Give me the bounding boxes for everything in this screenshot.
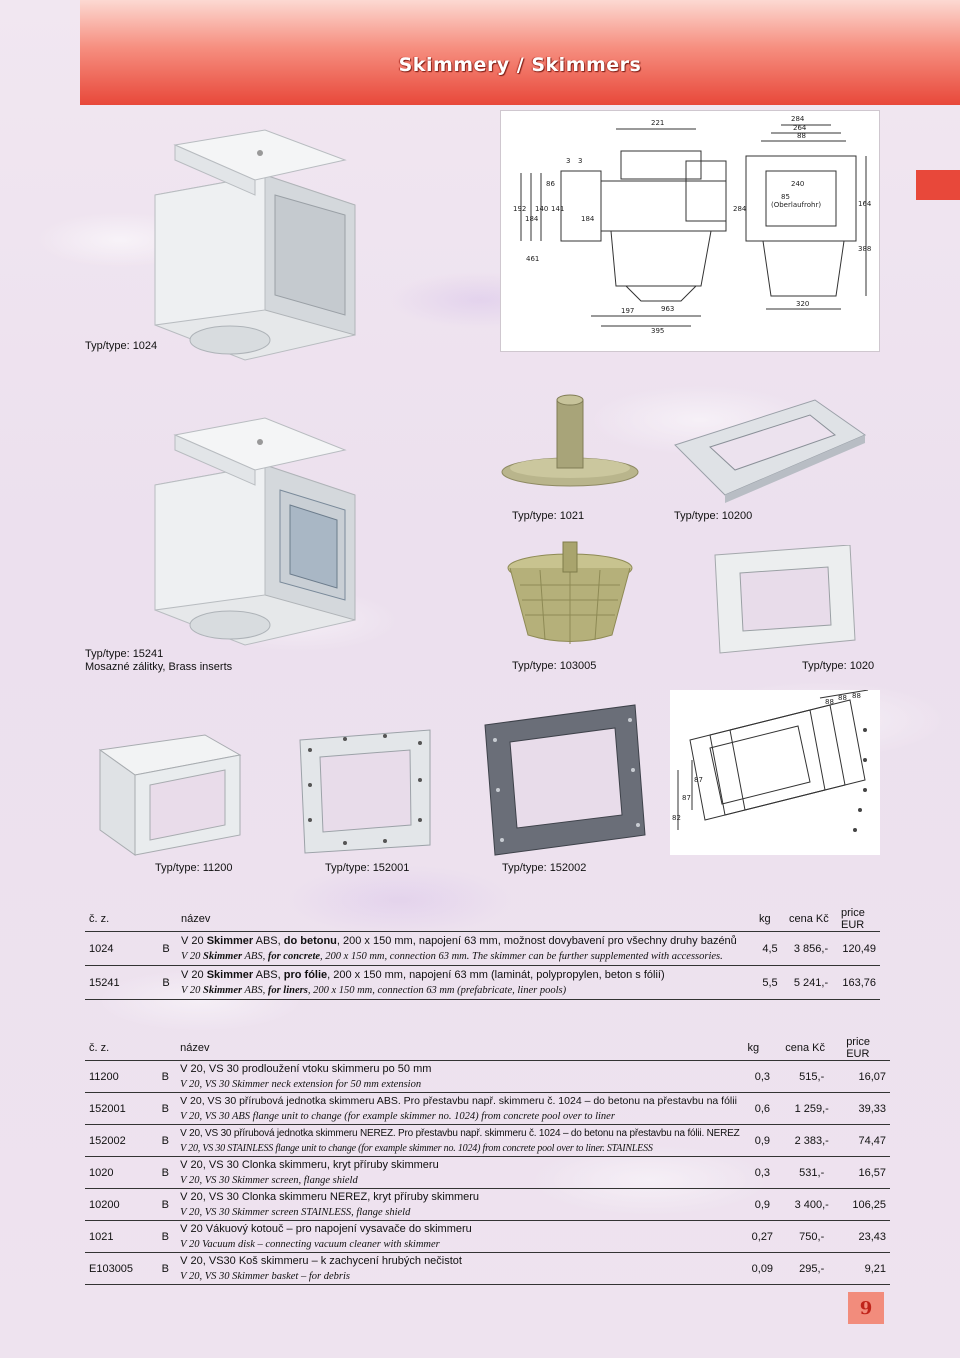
product-price-czk: 531,- xyxy=(799,1166,825,1179)
drawing-label: (Oberlaufrohr) xyxy=(771,201,822,209)
table-row xyxy=(85,932,880,966)
product-kg: 0,9 xyxy=(754,1198,770,1211)
table-row xyxy=(85,1093,890,1125)
drawing2-label: 82 xyxy=(672,814,681,822)
flange-152001-photo xyxy=(295,725,435,855)
page-number: 9 xyxy=(848,1292,884,1324)
drawing-label: 85 xyxy=(781,193,790,201)
table-row xyxy=(85,1061,890,1093)
product-kg: 4,5 xyxy=(762,942,778,955)
drawing-label: 184 xyxy=(581,215,595,223)
product-description: V 20, VS 30 Clonka skimmeru NEREZ, kryt příruby skimmeru V 20, VS 30 Skimmer screen STAINLESS, flange shield xyxy=(180,1190,480,1218)
table-row xyxy=(85,1157,890,1189)
drawing-label: 284 xyxy=(791,115,805,123)
price-table-accessories xyxy=(85,1036,890,1285)
drawing-label: 140 xyxy=(535,205,549,213)
drawing-label: 164 xyxy=(858,200,872,208)
header-name: název xyxy=(176,1036,743,1061)
product-type: B xyxy=(161,1230,169,1243)
caption-11200: Typ/type: 11200 xyxy=(155,862,233,874)
drawing-label: 963 xyxy=(661,305,675,313)
drawing-label: 240 xyxy=(791,180,805,188)
caption-15241-inserts: Mosazné zálitky, Brass inserts xyxy=(85,661,233,673)
product-kg: 0,09 xyxy=(751,1262,774,1275)
product-price-czk: 5 241,- xyxy=(793,976,829,989)
product-price-czk: 2 383,- xyxy=(794,1134,829,1147)
product-description: V 20, VS 30 prodloužení vtoku skimmeru po 50 mm V 20, VS 30 Skimmer neck extension for 50 mm extension xyxy=(180,1062,432,1090)
product-kg: 0,9 xyxy=(754,1134,770,1147)
product-type: B xyxy=(162,976,170,989)
caption-152001: Typ/type: 152001 xyxy=(325,862,410,874)
product-type: B xyxy=(161,1070,169,1083)
basket-103005-photo xyxy=(500,540,640,650)
header-kg: kg xyxy=(744,1036,782,1061)
skimmer-1024-photo xyxy=(115,125,415,365)
product-kg: 0,6 xyxy=(754,1102,770,1115)
drawing-label: 184 xyxy=(525,215,539,223)
product-description: V 20 Vákuový kotouč – pro napojení vysavače do skimmeru V 20 Vacuum disk – connecting vacuum cleaner with skimmer xyxy=(180,1222,472,1250)
skimmer-15241-photo xyxy=(115,410,415,650)
header-code: č. z. xyxy=(85,907,155,932)
drawing-label: 88 xyxy=(797,132,806,140)
drawing2-label: 88 xyxy=(852,692,861,700)
frame-10200-photo xyxy=(665,395,875,505)
product-kg: 5,5 xyxy=(762,976,778,989)
drawing-label: 141 xyxy=(551,205,565,213)
product-price-eur: 16,57 xyxy=(858,1166,886,1179)
drawing2-label: 87 xyxy=(682,794,691,802)
caption-1024: Typ/type: 1024 xyxy=(85,340,158,352)
table-row xyxy=(85,1221,890,1253)
drawing-label: 388 xyxy=(858,245,872,253)
table-row xyxy=(85,966,880,1000)
table-row xyxy=(85,1253,890,1285)
caption-103005: Typ/type: 103005 xyxy=(512,660,597,672)
caption-1021: Typ/type: 1021 xyxy=(512,510,585,522)
product-price-eur: 163,76 xyxy=(842,976,876,989)
drawing-label: 192 xyxy=(513,205,527,213)
header-code: č. z. xyxy=(85,1036,154,1061)
product-price-czk: 3 856,- xyxy=(793,942,829,955)
product-price-eur: 16,07 xyxy=(858,1070,886,1083)
drawing-label: 395 xyxy=(651,327,665,335)
product-kg: 0,3 xyxy=(754,1166,770,1179)
vacuum-disk-1021-photo xyxy=(495,390,645,490)
header-band xyxy=(80,0,960,105)
header-eur: price EUR xyxy=(837,907,880,932)
product-kg: 0,3 xyxy=(754,1070,770,1083)
drawing2-label: 88 xyxy=(825,698,834,706)
price-table-skimmers xyxy=(85,907,880,1000)
product-code: 11200 xyxy=(89,1070,119,1083)
product-price-czk: 515,- xyxy=(799,1070,825,1083)
product-type: B xyxy=(161,1198,169,1211)
product-code: 15241 xyxy=(89,976,120,989)
product-kg: 0,27 xyxy=(751,1230,774,1243)
caption-152002: Typ/type: 152002 xyxy=(502,862,587,874)
product-price-eur: 74,47 xyxy=(858,1134,886,1147)
header-czk: cena Kč xyxy=(785,907,837,932)
page-title: Skimmery / Skimmers xyxy=(398,54,642,76)
product-price-czk: 1 259,- xyxy=(794,1102,829,1115)
product-price-eur: 106,25 xyxy=(852,1198,886,1211)
drawing2-label: 88 xyxy=(838,694,847,702)
product-price-eur: 9,21 xyxy=(864,1262,886,1275)
product-description: V 20 Skimmer ABS, do betonu, 200 x 150 mm, napojení 63 mm, možnost dovybavení pro všechny druhy bazénů V 20 Skimmer ABS, for concrete, 200 x 150 mm, connection 63 mm. The skimmer can be further supplemented with accessories. xyxy=(181,934,737,962)
product-code: 152002 xyxy=(89,1134,126,1147)
frame-1020-photo xyxy=(710,545,860,655)
drawing-label: 221 xyxy=(651,119,665,127)
drawing-label: 320 xyxy=(796,300,810,308)
drawing-label: 86 xyxy=(546,180,555,188)
header-czk: cena Kč xyxy=(781,1036,842,1061)
drawing-label: 3 xyxy=(566,157,571,165)
product-code: 1020 xyxy=(89,1166,114,1179)
drawing-label: 461 xyxy=(526,255,540,263)
drawing-label: 3 xyxy=(578,157,583,165)
drawing2-label: 87 xyxy=(694,776,703,784)
product-type: B xyxy=(161,1134,169,1147)
table-row xyxy=(85,1125,890,1157)
product-description: V 20, VS 30 přírubová jednotka skimmeru ABS. Pro přestavbu např. skimmeru č. 1024 – do betonu na přestavbu na fólii V 20, VS 30 ABS flange unit to change (for example skimmer no. 1024) from concrete pool over to liner xyxy=(180,1094,737,1122)
caption-10200: Typ/type: 10200 xyxy=(674,510,753,522)
header-eur: price EUR xyxy=(842,1036,890,1061)
drawing-label: 197 xyxy=(621,307,635,315)
side-tab xyxy=(916,170,960,200)
exploded-drawing xyxy=(670,690,880,855)
product-description: V 20, VS30 Koš skimmeru – k zachycení hrubých nečistot V 20, VS 30 Skimmer basket – for debris xyxy=(180,1254,462,1282)
product-code: 1021 xyxy=(89,1230,114,1243)
product-code: 1024 xyxy=(89,942,114,955)
product-price-eur: 39,33 xyxy=(858,1102,886,1115)
drawing-label: 284 xyxy=(733,205,747,213)
header-name: název xyxy=(177,907,755,932)
drawing-label: 264 xyxy=(793,124,807,132)
product-code: E103005 xyxy=(89,1262,134,1275)
product-price-czk: 3 400,- xyxy=(794,1198,829,1211)
product-type: B xyxy=(161,1102,169,1115)
product-price-eur: 23,43 xyxy=(858,1230,886,1243)
flange-152002-photo xyxy=(480,700,650,860)
caption-15241-type: Typ/type: 15241 xyxy=(85,648,164,660)
product-code: 152001 xyxy=(89,1102,126,1115)
technical-drawing xyxy=(500,110,880,352)
product-price-eur: 120,49 xyxy=(842,942,876,955)
product-price-czk: 295,- xyxy=(799,1262,825,1275)
product-price-czk: 750,- xyxy=(799,1230,825,1243)
product-type: B xyxy=(161,1262,169,1275)
caption-1020: Typ/type: 1020 xyxy=(802,660,875,672)
product-code: 10200 xyxy=(89,1198,120,1211)
product-description: V 20 Skimmer ABS, pro fólie, 200 x 150 mm, napojení 63 mm (laminát, polypropylen, beton s fólií) V 20 Skimmer ABS, for liners, 200 x 150 mm, connection 63 mm (prefabricate, liner pools) xyxy=(181,968,665,996)
neck-extension-11200-photo xyxy=(95,730,245,860)
product-description: V 20, VS 30 přírubová jednotka skimmeru NEREZ. Pro přestavbu např. skimmeru č. 1024 – do betonu na přestavbu na fólii. NEREZ V 20, VS 30 STAINLESS flange unit to change (for example skimmer no. 1024) from concrete pool over to liner. STAINLESS xyxy=(180,1127,740,1154)
product-type: B xyxy=(161,1166,169,1179)
product-description: V 20, VS 30 Clonka skimmeru, kryt příruby skimmeru V 20, VS 30 Skimmer screen, flange shield xyxy=(180,1158,439,1186)
product-type: B xyxy=(162,942,170,955)
table-row xyxy=(85,1189,890,1221)
header-kg: kg xyxy=(755,907,785,932)
